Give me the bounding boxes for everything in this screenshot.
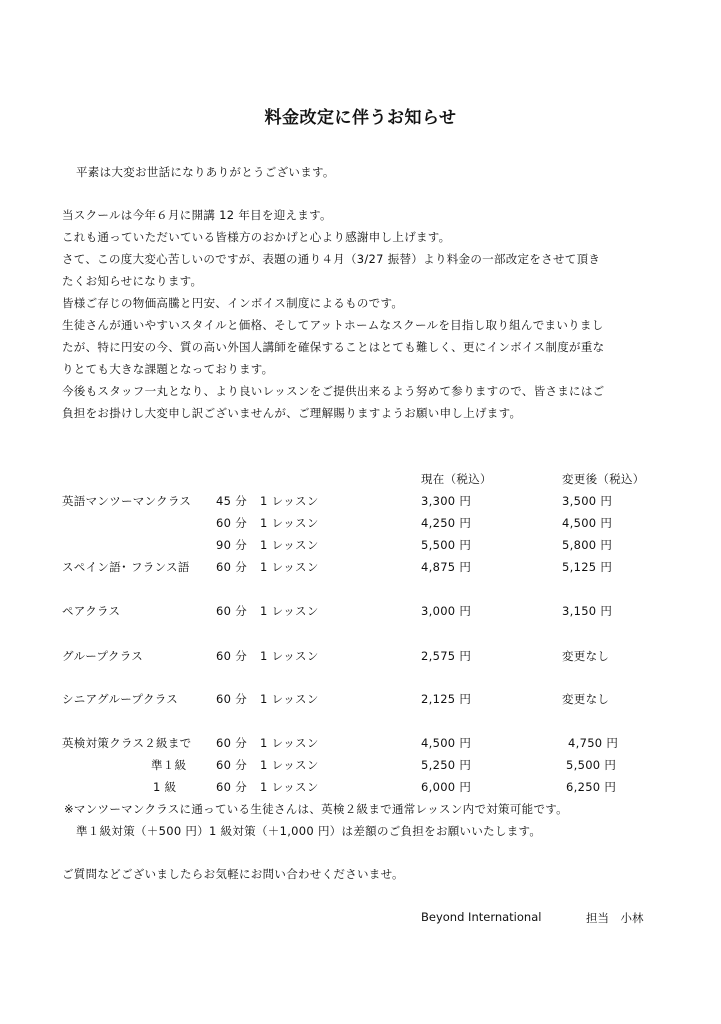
footnote-note: ※マンツーマンクラスに通っている生徒さんは、英検２級まで通常レッスン内で対策可能です。 — [64, 802, 568, 816]
new-price: 6,250 円 — [566, 780, 617, 794]
current-price: 3,300 円 — [421, 494, 472, 508]
lesson-unit: 1 レッスン — [260, 516, 319, 530]
current-price: 2,575 円 — [421, 649, 472, 663]
current-price: 4,250 円 — [421, 516, 472, 530]
body-line: さて、この度大変心苦しいのですが、表題の通り４月（3/27 振替）より料金の一部改定をさせて頂き — [62, 252, 601, 266]
lesson-unit: 1 レッスン — [260, 649, 319, 663]
lesson-unit: 1 レッスン — [260, 758, 319, 772]
current-price: 5,250 円 — [421, 758, 472, 772]
new-price: 3,500 円 — [562, 494, 613, 508]
document-title: 料金改定に伴うお知らせ — [264, 108, 457, 128]
current-price: 3,000 円 — [421, 604, 472, 618]
course-name: シニアグループクラス — [62, 692, 179, 706]
lesson-minutes: 60 分 — [216, 560, 247, 574]
body-line: 負担をお掛けし大変申し訳ございませんが、ご理解賜りますようお願い申し上げます。 — [62, 406, 522, 420]
lesson-minutes: 60 分 — [216, 780, 247, 794]
new-price: 変更なし — [562, 692, 610, 706]
lesson-minutes: 60 分 — [216, 736, 247, 750]
lesson-minutes: 90 分 — [216, 538, 247, 552]
lesson-minutes: 45 分 — [216, 494, 247, 508]
signature-organization: Beyond International — [421, 910, 542, 924]
greeting-line: 平素は大変お世話になりありがとうございます。 — [76, 165, 335, 179]
body-line: たが、特に円安の今、質の高い外国人講師を確保することはとても難しく、更にインボイス制度が重な — [62, 340, 605, 354]
course-name: 英語マンツーマンクラス — [62, 494, 192, 508]
new-price: 4,500 円 — [562, 516, 613, 530]
course-name: スペイン語･ フランス語 — [62, 560, 190, 574]
lesson-minutes: 60 分 — [216, 516, 247, 530]
new-price: 変更なし — [562, 649, 610, 663]
lesson-unit: 1 レッスン — [260, 560, 319, 574]
course-name: 準１級 — [151, 758, 187, 772]
course-name: 1 級 — [153, 780, 177, 794]
course-name: グループクラス — [62, 649, 143, 663]
course-name: ペアクラス — [62, 604, 121, 618]
lesson-minutes: 60 分 — [216, 649, 247, 663]
lesson-unit: 1 レッスン — [260, 538, 319, 552]
new-price: 5,500 円 — [566, 758, 617, 772]
body-line: これも通っていただいている皆様方のおかげと心より感謝申し上げます。 — [62, 230, 451, 244]
lesson-unit: 1 レッスン — [260, 780, 319, 794]
body-line: りとても大きな課題となっております。 — [62, 362, 274, 376]
body-paragraph — [62, 204, 662, 424]
current-price: 2,125 円 — [421, 692, 472, 706]
current-price: 4,500 円 — [421, 736, 472, 750]
lesson-unit: 1 レッスン — [260, 494, 319, 508]
signature-person: 担当 小林 — [586, 911, 644, 925]
header-current-price: 現在（税込） — [421, 472, 492, 486]
new-price: 3,150 円 — [562, 604, 613, 618]
course-name: 英検対策クラス２級まで — [62, 736, 192, 750]
new-price: 4,750 円 — [568, 736, 619, 750]
lesson-minutes: 60 分 — [216, 692, 247, 706]
lesson-minutes: 60 分 — [216, 758, 247, 772]
body-line: 生徒さんが通いやすいスタイルと価格、そしてアットホームなスクールを目指し取り組んでまいりまし — [62, 318, 604, 332]
current-price: 5,500 円 — [421, 538, 472, 552]
body-line: たくお知らせになります。 — [62, 274, 203, 288]
lesson-unit: 1 レッスン — [260, 736, 319, 750]
current-price: 6,000 円 — [421, 780, 472, 794]
new-price: 5,125 円 — [562, 560, 613, 574]
header-new-price: 変更後（税込） — [562, 472, 645, 486]
footnote-pricing: 準１級対策（＋500 円）1 級対策（＋1,000 円）は差額のご負担をお願いいたします。 — [76, 824, 542, 838]
body-line: 今後もスタッフ一丸となり、より良いレッスンをご提供出来るよう努めて参りますので、皆さまにはご — [62, 384, 605, 398]
lesson-unit: 1 レッスン — [260, 604, 319, 618]
body-line: 当スクールは今年６月に開講 12 年目を迎えます。 — [62, 208, 332, 222]
lesson-unit: 1 レッスン — [260, 692, 319, 706]
new-price: 5,800 円 — [562, 538, 613, 552]
closing-line: ご質問などございましたらお気軽にお問い合わせくださいませ。 — [62, 867, 404, 881]
body-line: 皆様ご存じの物価高騰と円安、インボイス制度によるものです。 — [62, 296, 404, 310]
lesson-minutes: 60 分 — [216, 604, 247, 618]
current-price: 4,875 円 — [421, 560, 472, 574]
